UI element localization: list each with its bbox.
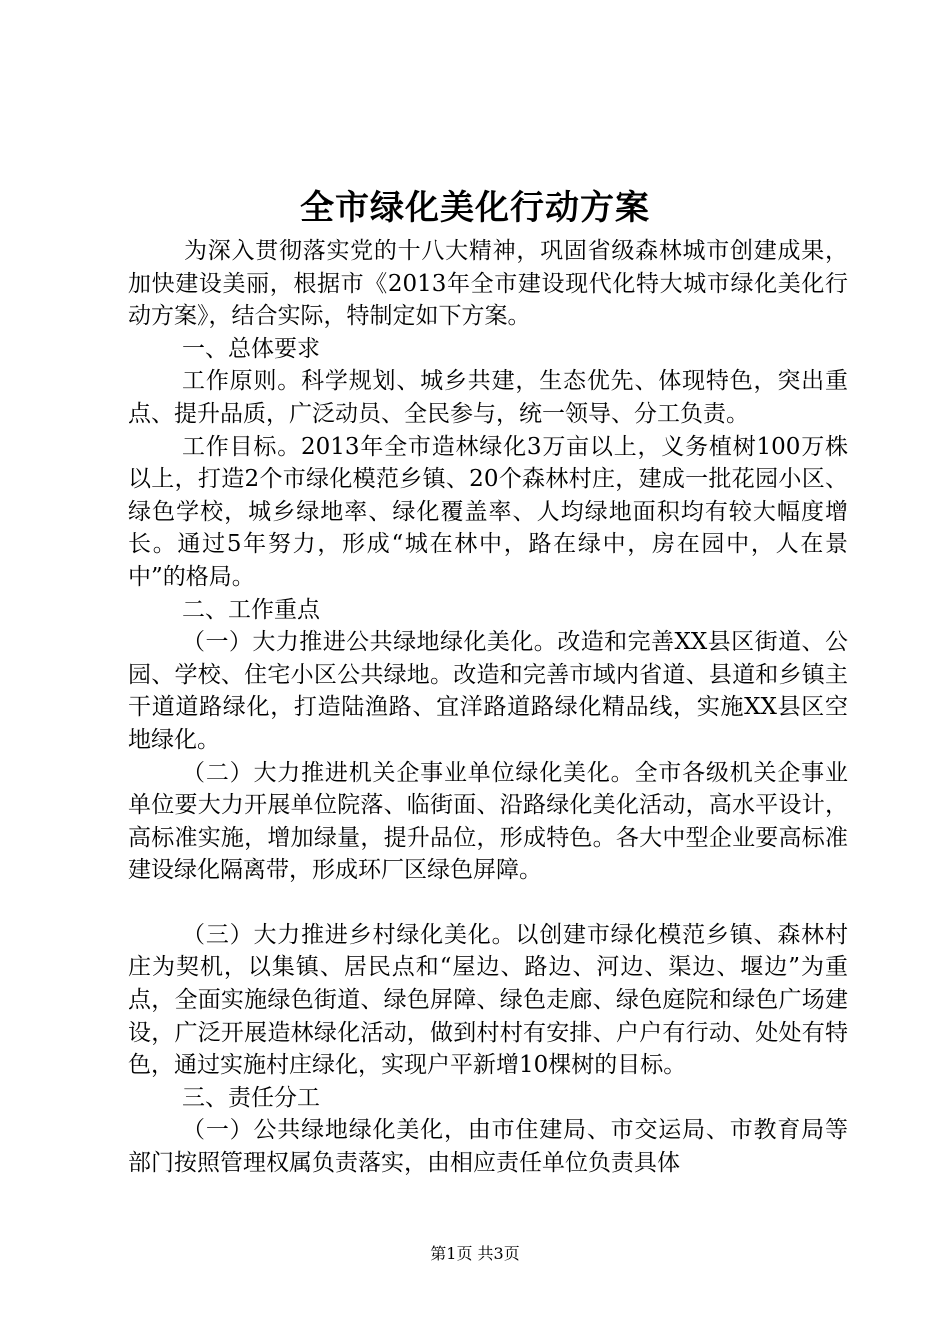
paragraph-work-goal: 工作目标。2013年全市造林绿化3万亩以上，义务植树100万株以上，打造2个市绿化模范乡镇、20个森林村庄，建成一批花园小区、绿色学校，城乡绿地率、绿化覆盖率、人均绿地面积均有较大幅度增长。通过5年努力，形成“城在林中，路在绿中，房在园中，人在景中”的格局。 <box>128 433 848 590</box>
document-title: 全市绿化美化行动方案 <box>300 188 650 228</box>
paragraph-focus-3: （三）大力推进乡村绿化美化。以创建市绿化模范乡镇、森林村庄为契机，以集镇、居民点和“屋边、路边、河边、渠边、堰边”为重点，全面实施绿色街道、绿色屏障、绿色走廊、绿色庭院和绿色广场建设，广泛开展造林绿化活动，做到村村有安排、户户有行动、处处有特色，通过实施村庄绿化，实现户平新增10棵树的目标。 <box>128 921 848 1079</box>
page-number-footer: 第1页 共3页 <box>430 1244 520 1263</box>
paragraph-work-principle: 工作原则。科学规划、城乡共建，生态优先、体现特色，突出重点、提升品质，广泛动员、全民参与，统一领导、分工负责。 <box>128 368 848 427</box>
paragraph-focus-1: （一）大力推进公共绿地绿化美化。改造和完善XX县区街道、公园、学校、住宅小区公共绿地。改造和完善市域内省道、县道和乡镇主干道道路绿化，打造陆渔路、宜洋路道路绿化精品线，实施XX县区空地绿化。 <box>128 629 848 753</box>
paragraph-duty-1: （一）公共绿地绿化美化，由市住建局、市交运局、市教育局等部门按照管理权属负责落实，由相应责任单位负责具体 <box>128 1117 848 1177</box>
document-body <box>128 235 848 1180</box>
section-heading-1: 一、总体要求 <box>182 335 320 362</box>
paragraph-intro: 为深入贯彻落实党的十八大精神，巩固省级森林城市创建成果，加快建设美丽，根据市《2013年全市建设现代化特大城市绿化美化行动方案》，结合实际，特制定如下方案。 <box>128 238 848 330</box>
section-heading-2: 二、工作重点 <box>182 596 320 623</box>
section-heading-3: 三、责任分工 <box>182 1084 320 1111</box>
paragraph-focus-2: （二）大力推进机关企事业单位绿化美化。全市各级机关企事业单位要大力开展单位院落、临街面、沿路绿化美化活动，高水平设计，高标准实施，增加绿量，提升品位，形成特色。各大中型企业要高标准建设绿化隔离带，形成环厂区绿色屏障。 <box>128 759 848 884</box>
paragraph-spacer <box>128 887 848 919</box>
